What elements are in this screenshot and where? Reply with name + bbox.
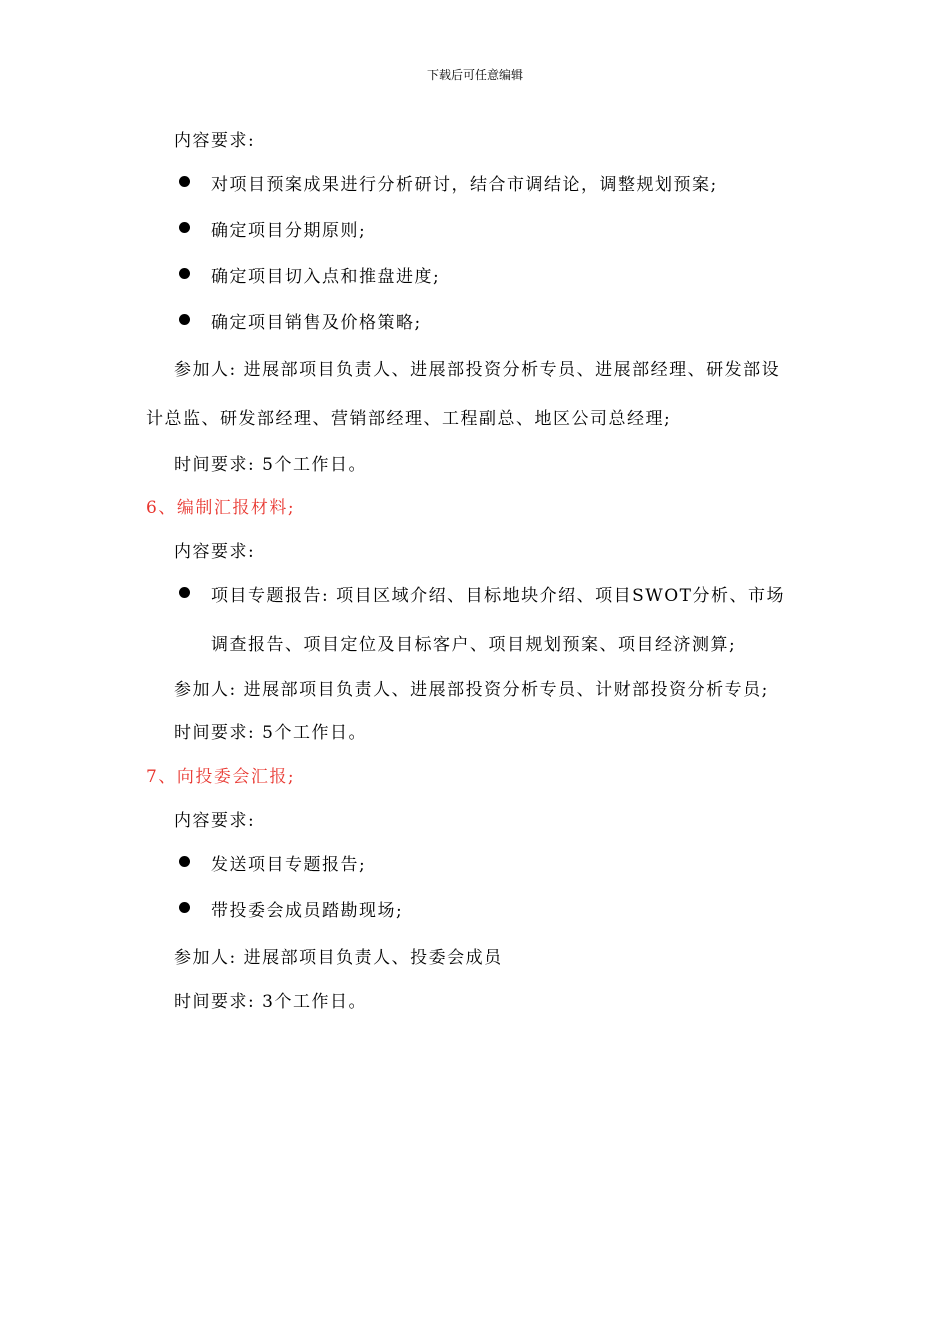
- content-label: 内容要求:: [174, 542, 256, 562]
- section-heading: 7、向投委会汇报;: [146, 767, 296, 787]
- bullet-icon: [179, 222, 190, 233]
- bullet-icon: [179, 314, 190, 325]
- bullet-icon: [179, 587, 190, 598]
- list-item: 项目专题报告: 项目区域介绍、目标地块介绍、项目SWOT分析、市场: [211, 586, 786, 606]
- list-item: 确定项目销售及价格策略;: [211, 313, 422, 333]
- bullet-icon: [179, 856, 190, 867]
- participants-text: 参加人: 进展部项目负责人、进展部投资分析专员、进展部经理、研发部设: [174, 360, 781, 380]
- section-heading: 6、编制汇报材料;: [146, 498, 296, 518]
- list-item: 带投委会成员踏勘现场;: [211, 901, 404, 921]
- list-item: 发送项目专题报告;: [211, 855, 367, 875]
- bullet-icon: [179, 176, 190, 187]
- time-requirement: 时间要求: 5个工作日。: [174, 455, 367, 475]
- list-item-continued: 调查报告、项目定位及目标客户、项目规划预案、项目经济测算;: [211, 635, 737, 655]
- bullet-icon: [179, 268, 190, 279]
- content-label: 内容要求:: [174, 131, 256, 151]
- time-requirement: 时间要求: 3个工作日。: [174, 992, 367, 1012]
- participants-text: 参加人: 进展部项目负责人、进展部投资分析专员、计财部投资分析专员;: [174, 680, 769, 700]
- time-requirement: 时间要求: 5个工作日。: [174, 723, 367, 743]
- list-item: 确定项目分期原则;: [211, 221, 367, 241]
- list-item: 确定项目切入点和推盘进度;: [211, 267, 441, 287]
- bullet-icon: [179, 902, 190, 913]
- participants-text: 参加人: 进展部项目负责人、投委会成员: [174, 948, 503, 968]
- participants-text-continued: 计总监、研发部经理、营销部经理、工程副总、地区公司总经理;: [146, 409, 672, 429]
- page-header: 下载后可任意编辑: [426, 68, 523, 82]
- content-label: 内容要求:: [174, 811, 256, 831]
- list-item: 对项目预案成果进行分析研讨，结合市调结论，调整规划预案;: [211, 175, 718, 195]
